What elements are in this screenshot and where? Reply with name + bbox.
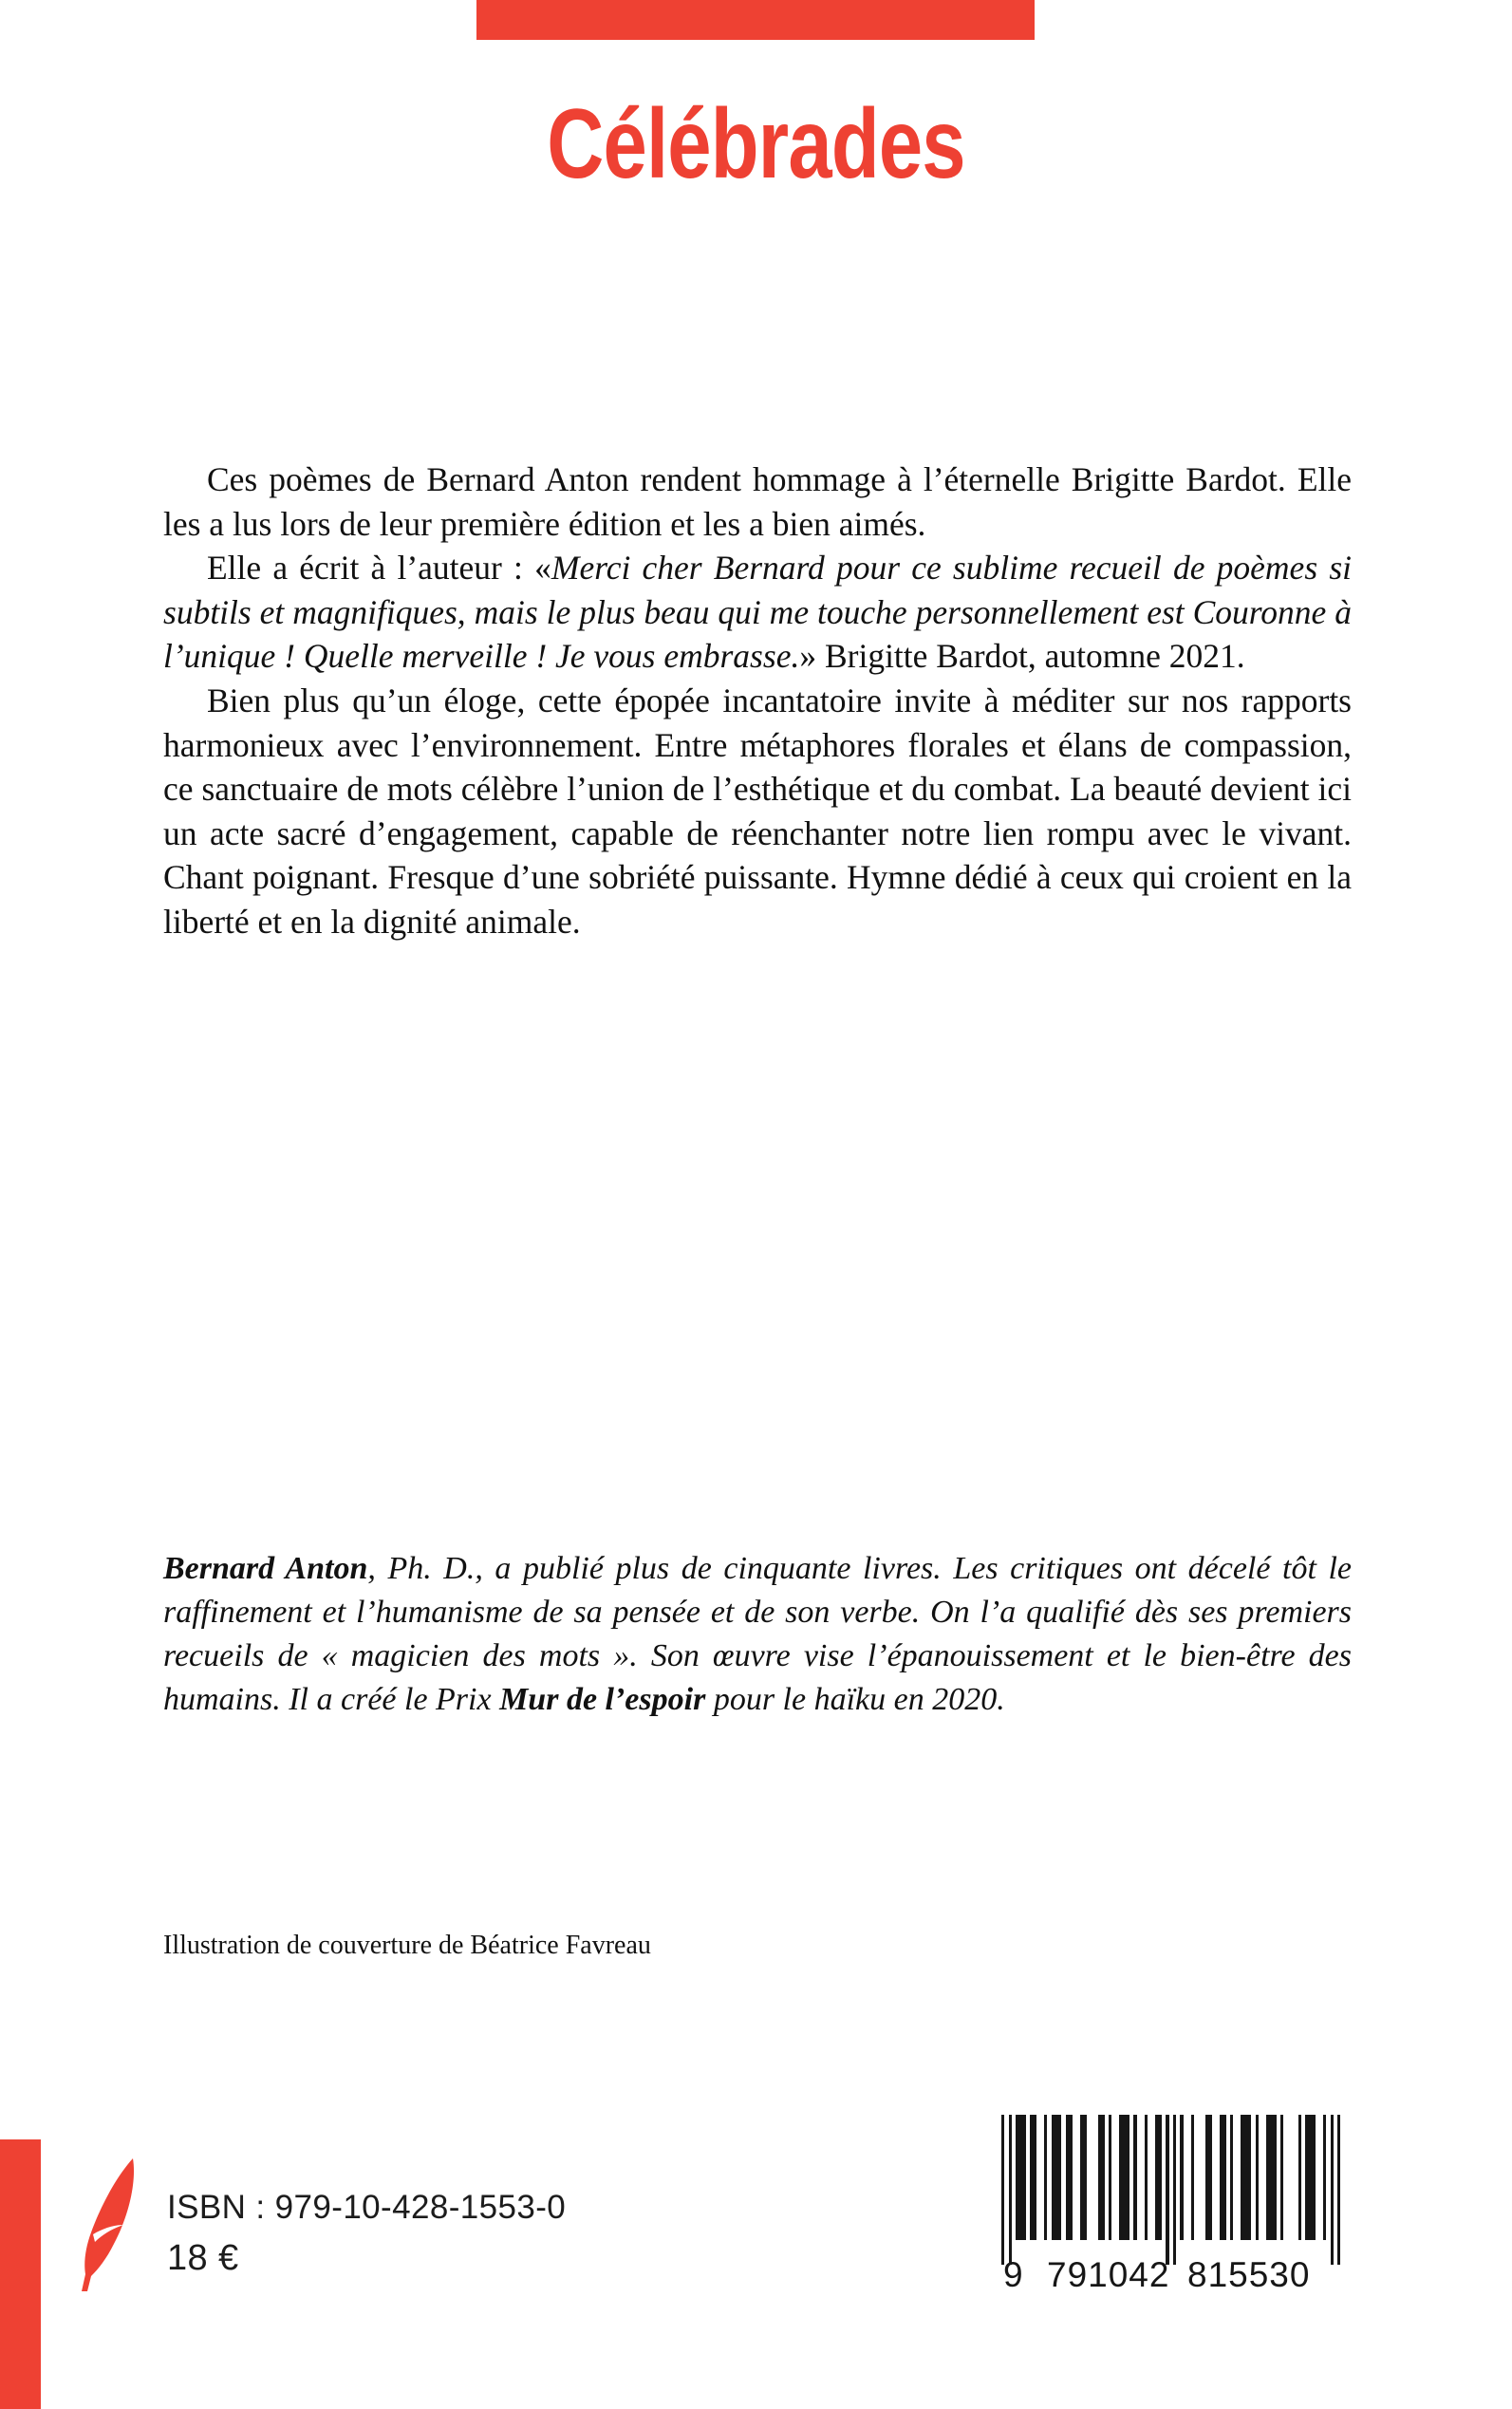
barcode-bar [1337,2115,1340,2265]
text-run-italic: pour le haïku en 2020. [705,1682,1005,1717]
barcode-bar [1109,2115,1111,2240]
barcode-digits [1001,2255,1341,2306]
barcode-bar [1323,2115,1326,2240]
text-run: Elle a écrit à l’auteur : « [207,549,551,588]
text-run-bold: Mur de l’espoir [499,1682,706,1717]
blurb-paragraph [163,458,1352,546]
isbn-price-block [167,2183,566,2284]
barcode-bar [1256,2115,1259,2240]
barcode-bar [1331,2115,1334,2265]
barcode-bar [1241,2115,1251,2240]
barcode-bar [1119,2115,1129,2240]
barcode-bar [1220,2115,1226,2240]
text-run-italic: , Ph. D., a publié plus de cinquante livres. Les critiques ont décelé tôt le raffinement et l’humanisme de sa pensée et de son verbe. On l’a qualifié dès ses premiers recueils de « magicien des mots ». Son œuvre vise l’épanouissement et le bien-être des humains. Il a créé le Prix [163,1551,1353,1717]
author-bio-text [163,1547,1352,1722]
text-run: Bien plus qu’un éloge, cette épopée incantatoire invite à méditer sur nos rapports harmonieux avec l’environnement. Entre métaphores florales et élans de compassion, ce sanctuaire de mots célèbre l’union de l’esthétique et du combat. La beauté devient ici un acte sacré d’engagement, capable de réenchanter notre lien rompu avec le vivant. Chant poignant. Fresque d’une sobriété puissante. Hymne dédié à ceux qui croient en la liberté et en la dignité animale. [163,681,1352,941]
feather-quill-icon [74,2153,140,2295]
barcode-bar [1230,2115,1233,2240]
barcode-bar [1166,2115,1168,2265]
illustration-credit: Illustration de couverture de Béatrice Favreau [163,1931,651,1960]
barcode-digit-group-3: 815530 [1187,2255,1311,2294]
ean13-barcode [1001,2115,1362,2352]
barcode-digit-group-1: 9 [1003,2255,1024,2294]
barcode-bar [1044,2115,1047,2240]
barcode-bars [1001,2115,1341,2265]
barcode-bar [1155,2115,1162,2240]
barcode-bar [1080,2115,1087,2240]
barcode-bar [1009,2115,1012,2265]
barcode-bar [1052,2115,1062,2240]
barcode-bar [1180,2115,1183,2240]
barcode-bar [1066,2115,1073,2240]
barcode-bar [1145,2115,1148,2240]
text-run: » Brigitte Bardot, automne 2021. [799,637,1245,676]
barcode-bar [1001,2115,1004,2265]
barcode-bar [1098,2115,1105,2240]
barcode-bar [1298,2115,1301,2240]
bottom-left-accent-bar [0,2139,41,2409]
text-run-italic: Merci cher Bernard pour ce sublime recueil de poèmes si subtils et magnifiques, mais le plus beau qui me touche personnellement est Couronne à l’unique ! Quelle merveille ! Je vous embrasse. [163,549,1352,676]
blurb-paragraph [163,546,1352,679]
barcode-bar [1266,2115,1277,2240]
page-title: Célébrades [547,89,965,199]
bio-paragraph [163,1547,1352,1722]
barcode-bar [1191,2115,1194,2240]
barcode-digit-group-2: 791042 [1047,2255,1170,2294]
text-run-bold: Bernard Anton [163,1551,368,1586]
barcode-bar [1133,2115,1136,2240]
barcode-bar [1305,2115,1316,2240]
barcode-bar [1205,2115,1212,2240]
price-label: 18 € [167,2238,239,2278]
barcode-bar [1030,2115,1036,2240]
top-accent-bar [476,0,1035,40]
barcode-bar [1173,2115,1176,2265]
isbn-number: ISBN : 979-10-428-1553-0 [167,2189,567,2226]
blurb-text [163,458,1352,944]
barcode-bar [1280,2115,1283,2240]
text-run: Ces poèmes de Bernard Anton rendent hommage à l’éternelle Brigitte Bardot. Elle les a lus lors de leur première édition et les a bien aimés. [163,460,1352,543]
blurb-paragraph [163,679,1352,944]
barcode-bar [1016,2115,1026,2240]
